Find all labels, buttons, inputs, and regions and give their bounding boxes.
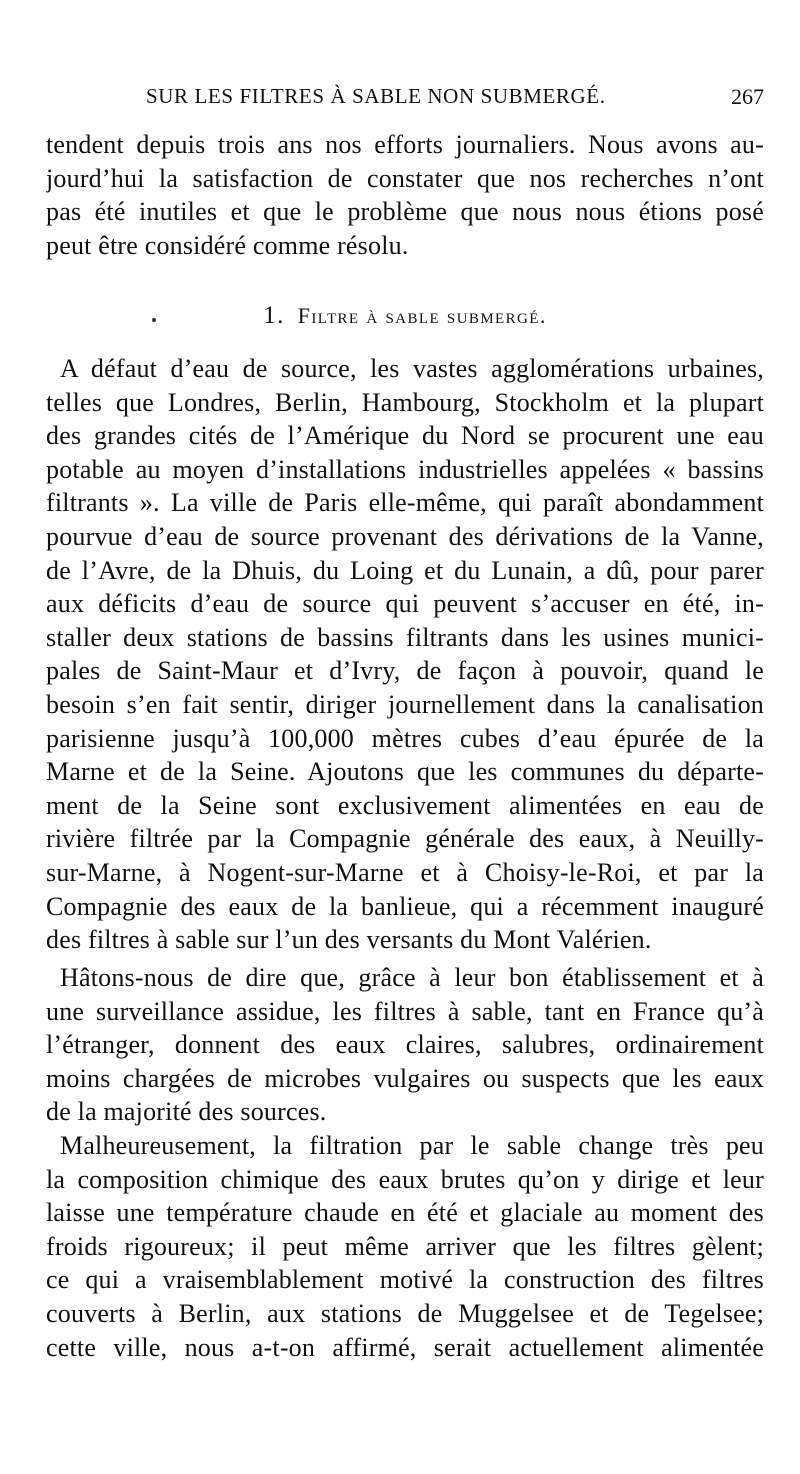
intro-paragraph xyxy=(46,128,764,262)
text-line: froids rigoureux; il peut même arriver que les filtres gèlent; xyxy=(46,1231,764,1261)
text-line: pas été inutiles et que le problème que nous nous étions posé xyxy=(46,197,764,227)
text-line: tendent depuis trois ans nos efforts journaliers. Nous avons au- xyxy=(46,130,764,159)
text-line: peut être considéré comme résolu. xyxy=(46,230,409,260)
text-line: staller deux stations de bassins filtrants dans les usines munici- xyxy=(46,622,764,652)
section-title: Filtre à sable submergé. xyxy=(297,303,547,328)
text-line: parisienne jusqu’à 100,000 mètres cubes d’eau épurée de la xyxy=(46,723,764,753)
text-line: moins chargées de microbes vulgaires ou suspects que les eaux xyxy=(46,1063,764,1093)
text-line: filtrants ». La ville de Paris elle-même, qui paraît abondamment xyxy=(46,488,764,518)
text-line: Hâtons-nous de dire que, grâce à leur bon établissement et à xyxy=(60,963,764,992)
text-line: de la majorité des sources. xyxy=(46,1097,327,1127)
running-title: SUR LES FILTRES À SABLE NON SUBMERGÉ. xyxy=(146,84,606,108)
running-head xyxy=(46,84,764,114)
paragraph-filtres-bassins xyxy=(46,352,764,957)
paragraph-composition-chimique xyxy=(46,1129,764,1364)
text-line: Marne et de la Seine. Ajoutons que les communes du départe- xyxy=(46,757,764,787)
text-line: laisse une température chaude en été et glaciale au moment des xyxy=(46,1198,764,1228)
text-line: sur-Marne, à Nogent-sur-Marne et à Choisy-le-Roi, et par la xyxy=(46,857,764,887)
text-line: rivière filtrée par la Compagnie générale des eaux, à Neuilly- xyxy=(46,824,764,854)
text-line: des filtres à sable sur l’un des versants du Mont Valérien. xyxy=(46,925,652,955)
text-line: pales de Saint-Maur et d’Ivry, de façon à pouvoir, quand le xyxy=(46,656,764,686)
text-line: Compagnie des eaux de la banlieue, qui a récemment inauguré xyxy=(46,891,764,921)
text-line: besoin s’en fait sentir, diriger journellement dans la canalisation xyxy=(46,689,764,719)
text-line: la composition chimique des eaux brutes qu’on y dirige et leur xyxy=(46,1164,764,1194)
text-line: ment de la Seine sont exclusivement alimentées en eau de xyxy=(46,790,764,820)
section-heading xyxy=(46,302,764,330)
text-line: aux déficits d’eau de source qui peuvent s’accuser en été, in- xyxy=(46,589,764,619)
text-line: cette ville, nous a-t-on affirmé, serait actuellement alimentée xyxy=(46,1332,764,1362)
text-line: de l’Avre, de la Dhuis, du Loing et du Lunain, a dû, pour parer xyxy=(46,555,764,585)
text-line: potable au moyen d’installations industrielles appelées « bassins xyxy=(46,454,764,484)
text-line: pourvue d’eau de source provenant des dérivations de la Vanne, xyxy=(46,521,764,551)
text-line: l’étranger, donnent des eaux claires, salubres, ordinairement xyxy=(46,1030,764,1060)
text-line: des grandes cités de l’Amérique du Nord se procurent une eau xyxy=(46,421,764,451)
text-line: telles que Londres, Berlin, Hambourg, Stockholm et la plupart xyxy=(46,387,764,417)
text-line: jourd’hui la satisfaction de constater que nos recherches n’ont xyxy=(46,163,764,193)
page-number: 267 xyxy=(731,84,764,109)
text-line: A défaut d’eau de source, les vastes agglomérations urbaines, xyxy=(60,354,764,383)
text-line: une surveillance assidue, les filtres à sable, tant en France qu’à xyxy=(46,996,764,1026)
section-number: 1. xyxy=(263,302,285,329)
text-line: Malheureusement, la filtration par le sable change très peu xyxy=(60,1131,764,1160)
text-line: ce qui a vraisemblablement motivé la construction des filtres xyxy=(46,1265,764,1295)
text-line: couverts à Berlin, aux stations de Muggelsee et de Tegelsee; xyxy=(46,1298,764,1328)
paragraph-surveillance xyxy=(46,961,764,1129)
